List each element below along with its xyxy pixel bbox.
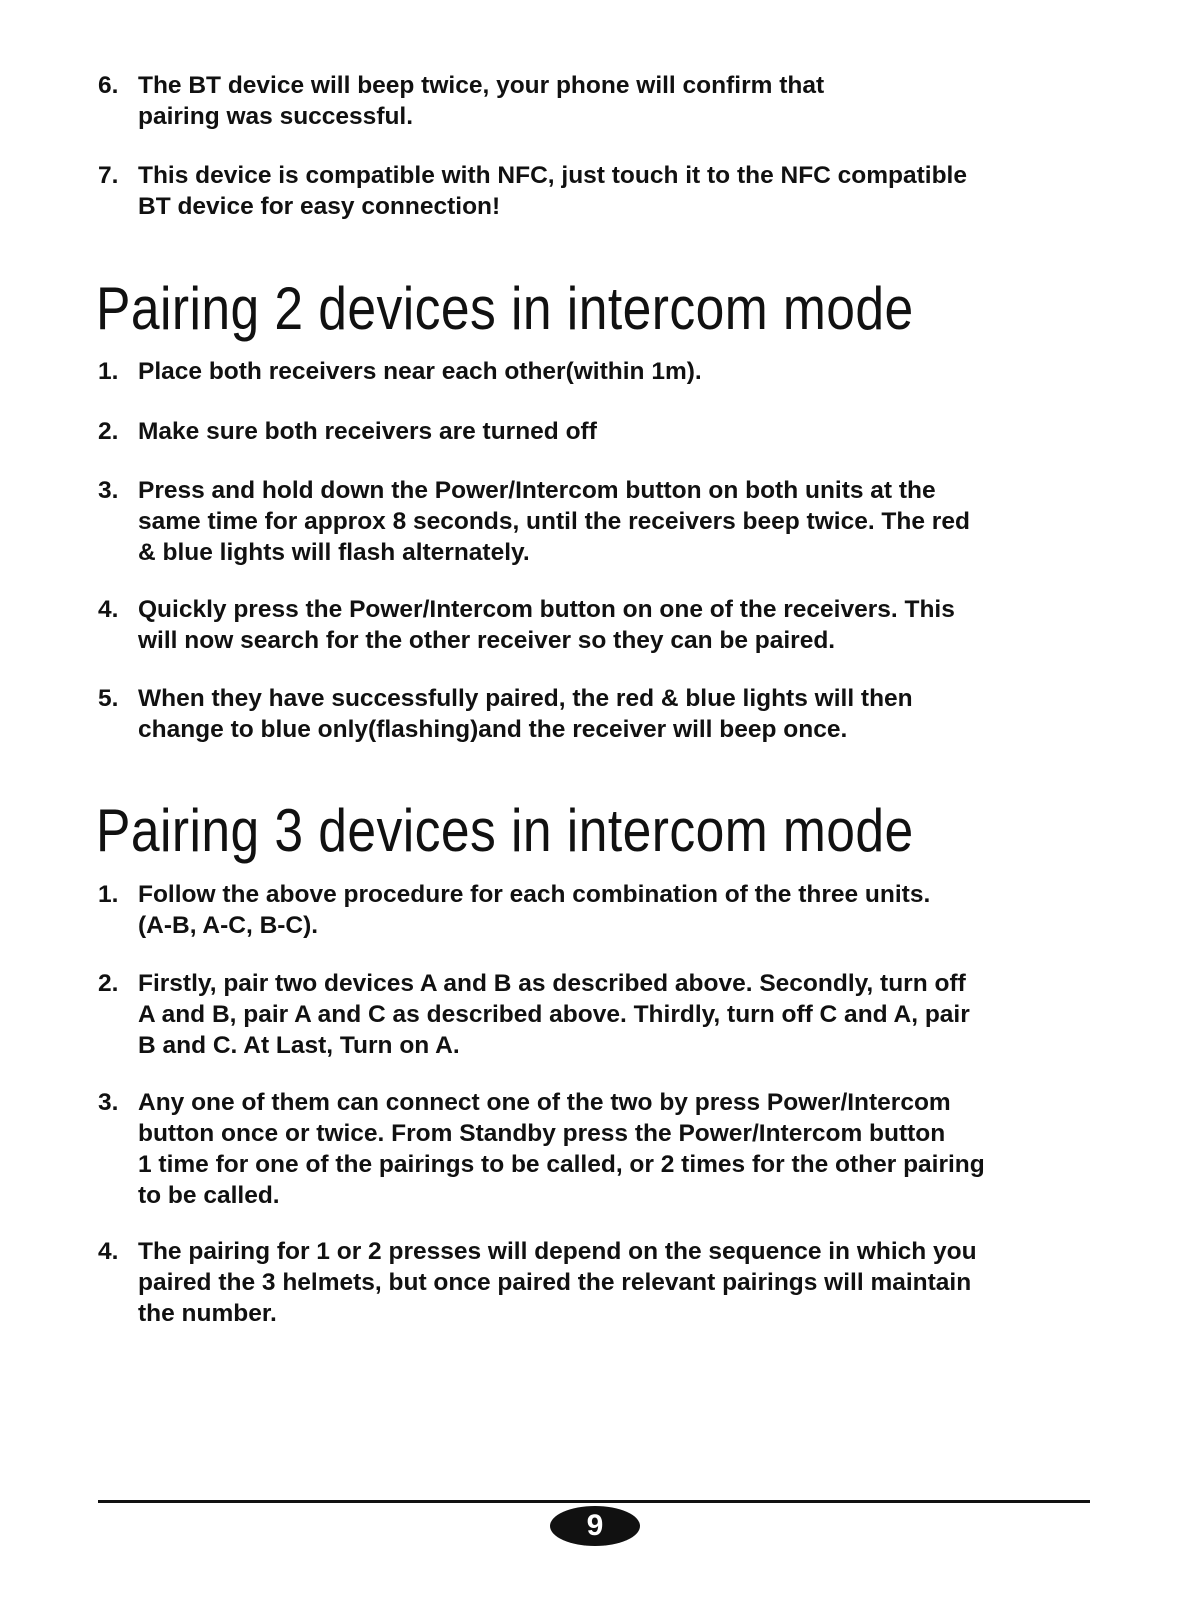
s3-item-1 [98,879,1098,941]
s3-item-4 [98,1236,1098,1329]
item-number: 4. [98,596,119,623]
item-text: The BT device will beep twice, your phone will confirm that pairing was successful. [138,72,825,130]
item-text: Press and hold down the Power/Intercom button on both units at the same time for approx 8 seconds, until the receivers beep twice. The red & blue lights will flash alternately. [138,477,970,566]
section-2-title: Pairing 2 devices in intercom mode [96,275,914,342]
item-number: 2. [98,418,119,445]
item-text: This device is compatible with NFC, just touch it to the NFC compatible BT device for easy connection! [138,162,967,220]
item-number: 2. [98,970,119,997]
s3-item-3 [98,1087,1098,1211]
item-number: 3. [98,477,119,504]
item-number: 4. [98,1238,119,1265]
item-number: 3. [98,1089,119,1116]
item-number: 1. [98,358,119,385]
section-3-title: Pairing 3 devices in intercom mode [96,797,914,864]
s2-item-1 [98,356,1098,387]
emphasis-button-name: Power/Intercom [434,477,619,504]
s3-item-2 [98,968,1098,1061]
item-text: The pairing for 1 or 2 presses will depend on the sequence in which you paired the 3 helmets, but once paired the relevant pairings will maintain the number. [138,1238,977,1327]
item-number: 1. [98,881,119,908]
item-text: Make sure both receivers are turned off [138,418,597,445]
item-number: 7. [98,162,119,189]
item-number: 5. [98,685,119,712]
page-number-badge: 9 [550,1506,640,1546]
intro-item-7 [98,160,1098,222]
item-text: Follow the above procedure for each combination of the three units. (A-B, A-C, B-C). [138,881,931,939]
footer-rule [98,1500,1090,1503]
emphasis-button-name: Power/Intercom [766,1089,951,1116]
item-text: When they have successfully paired, the red & blue lights will then change to blue only(flashing)and the receiver will beep once. [138,685,913,743]
s2-item-3 [98,475,1098,568]
item-text: Place both receivers near each other(within 1m). [138,358,702,385]
item-text: Firstly, pair two devices A and B as described above. Secondly, turn off A and B, pair A and C as described above. Thirdly, turn off C and A, pair B and C. At Last, Turn on A. [138,970,970,1059]
s2-item-4 [98,594,1098,656]
item-text: Quickly press the Power/Intercom button on one of the receivers. This will now search for the other receiver so they can be paired. [138,596,955,654]
emphasis-button-name: Power/Intercom [678,1120,863,1147]
s2-item-5 [98,683,1098,745]
intro-item-6 [98,70,1098,132]
item-text: Any one of them can connect one of the two by press Power/Intercom button once or twice. From Standby press the Power/Intercom button 1 time for one of the pairings to be called, or 2 times for the other pairing to be called. [138,1089,985,1209]
emphasis-button-name: Power/Intercom [349,596,533,623]
item-number: 6. [98,72,119,99]
s2-item-2 [98,416,1098,447]
